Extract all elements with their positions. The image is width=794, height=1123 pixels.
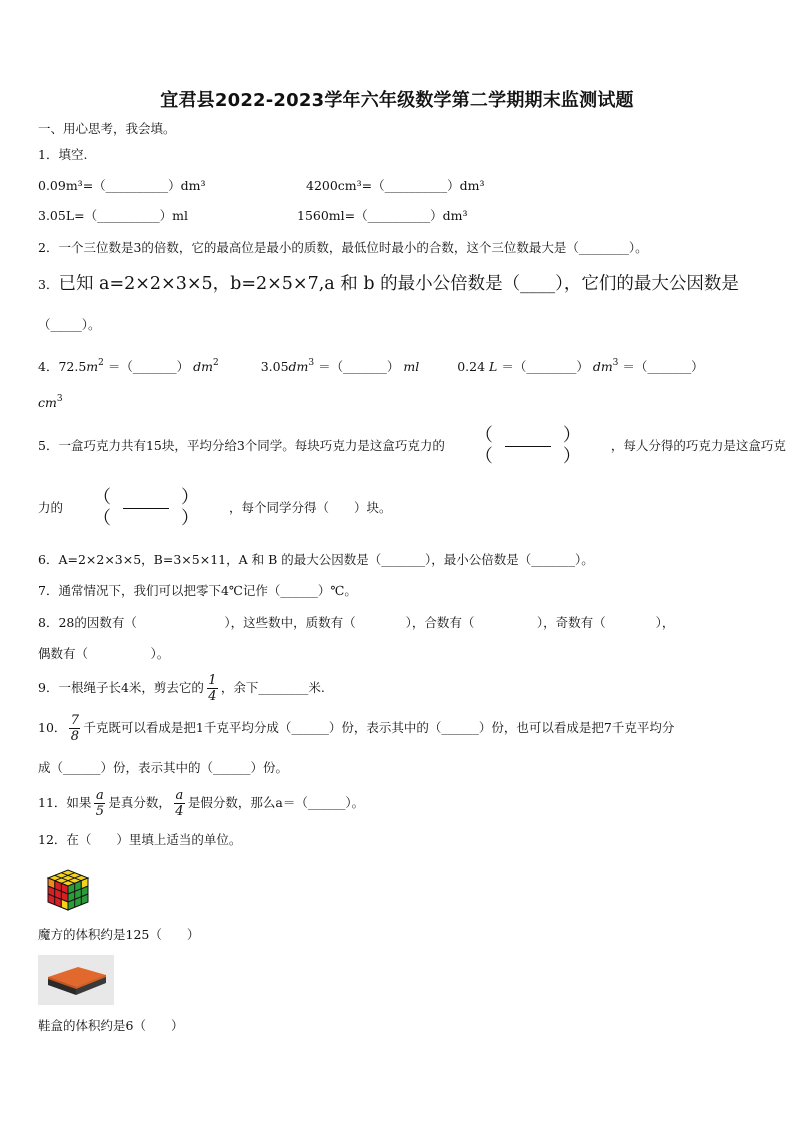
fraction: $\frac{1}{4}$	[208, 673, 217, 704]
q4-sup: 2	[212, 358, 219, 368]
q3-continuation: （_____）。	[38, 317, 101, 332]
q5-text: 5．一盒巧克力共有15块，平均分给3个同学。每块巧克力是这盒巧克力的	[38, 438, 445, 453]
q4-part: 0.24	[457, 359, 486, 374]
q10-line1	[38, 713, 674, 744]
fraction: $\frac{7}{8}$	[70, 713, 80, 744]
q4-sup: 3	[56, 394, 63, 404]
q11-text: 是假分数，那么a＝（______）。	[187, 795, 365, 810]
q4-unit: dm	[592, 359, 613, 374]
q11-line	[38, 788, 364, 819]
q9-text: 9．一根绳子长4米，剪去它的	[38, 680, 204, 695]
q4-unit: dm	[193, 359, 213, 374]
fraction: $\frac{a}{5}$	[95, 788, 105, 819]
box-caption: 鞋盒的体积约是6（ ）	[38, 1018, 184, 1033]
q8-line1: 8．28的因数有（ ），这些数中，质数有（ ），合数有（ ），奇数有（ ），	[38, 615, 675, 630]
q4-sup: 3	[612, 358, 619, 368]
q10-number: 10．	[38, 720, 67, 735]
q1-heading: 1．填空.	[38, 147, 88, 162]
q11-text: 11．如果	[38, 795, 92, 810]
q5-line1	[38, 426, 786, 467]
q4-part: ＝（________）	[501, 359, 589, 374]
blank-fraction: （ ） （ ）	[93, 487, 226, 529]
q1-item-b: 4200cm³=（__________）dm³	[306, 178, 485, 193]
q4-unit: dm	[288, 359, 309, 374]
q4-sup: 3	[308, 358, 315, 368]
shoebox-image	[38, 955, 114, 1005]
q5-text: ，每个同学分得（ ）块。	[229, 500, 392, 515]
q12-text: 12．在（ ）里填上适当的单位。	[38, 832, 242, 847]
q1-item-d: 1560ml=（__________）dm³	[297, 208, 468, 223]
q7-text: 7．通常情况下，我们可以把零下4℃记作（______）℃。	[38, 583, 357, 598]
q6-text: 6．A=2×2×3×5，B=3×5×11，A 和 B 的最大公因数是（_______），最小公倍数是（_______）。	[38, 552, 594, 567]
q4-continuation	[38, 390, 63, 412]
q5-text: ，每人分得的巧克力是这盒巧克	[610, 438, 786, 453]
q10-line2: 成（______）份，表示其中的（______）份。	[38, 760, 289, 775]
q5-text: 力的	[38, 500, 64, 515]
q10-text: 千克既可以看成是把1千克平均分成（______）份，表示其中的（______）份，也可以看成是把7千克平均分	[83, 720, 675, 735]
q8-line2: 偶数有（ ）。	[38, 646, 170, 661]
q4-part: ＝（_______）	[622, 359, 704, 374]
q3-text: 已知 a=2×2×3×5，b=2×5×7,a 和 b 的最小公倍数是（____），它们的最大公因数是	[58, 274, 739, 294]
q4-unit: ml	[403, 359, 420, 374]
q4-part: 4．72.5	[38, 359, 87, 374]
q4-part: ＝（_______）	[318, 359, 400, 374]
q4-line	[38, 354, 704, 376]
blank-fraction: （ ） （ ）	[474, 425, 607, 467]
q4-part: 3.05	[260, 359, 289, 374]
section-heading: 一、用心思考，我会填。	[38, 121, 176, 136]
q5-line2	[38, 488, 392, 529]
q4-unit: cm	[38, 395, 57, 410]
q4-sup: 2	[98, 358, 104, 368]
q9-line	[38, 673, 325, 704]
cube-caption: 魔方的体积约是125（ ）	[38, 927, 200, 942]
page-title: 宜君县2022-2023学年六年级数学第二学期期末监测试题	[160, 90, 634, 111]
rubiks-cube-image	[44, 864, 92, 912]
q1-item-a: 0.09m³=（__________）dm³	[38, 178, 206, 193]
q3-line	[38, 275, 739, 294]
q4-unit: L	[489, 359, 498, 374]
q3-number: 3．	[38, 277, 59, 292]
q9-text: ，余下________米.	[220, 680, 325, 695]
q2-text: 2．一个三位数是3的倍数，它的最高位是最小的质数，最低位时最小的合数，这个三位数最大是（________）。	[38, 240, 648, 255]
q4-part: ＝（_______）	[107, 359, 190, 374]
q11-text: 是真分数，	[108, 795, 171, 810]
q4-unit: m	[86, 359, 99, 374]
fraction: $\frac{a}{4}$	[175, 788, 184, 819]
q1-item-c: 3.05L=（__________）ml	[38, 208, 188, 223]
